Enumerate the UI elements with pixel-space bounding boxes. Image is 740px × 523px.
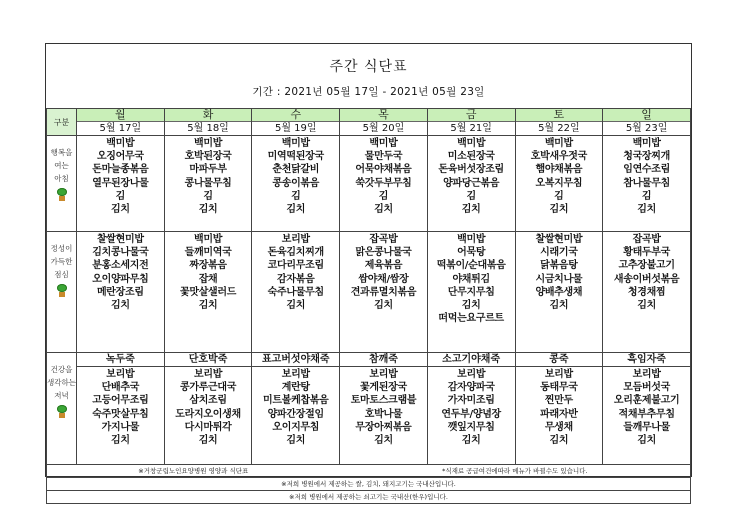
menu-item: 햄야채볶음 [535,164,583,176]
menu-item: 짜장볶음 [189,260,227,272]
menu-item: 미트볼케찹볶음 [262,395,329,407]
menu-cell [164,353,252,465]
menu-item: 어묵야채볶음 [355,164,412,176]
meal-label [47,136,77,232]
menu-cell [515,232,603,353]
menu-item: 들깨미역국 [184,247,232,259]
day-date: 5월 20일 [362,123,405,134]
menu-cell [77,353,165,465]
menu-item: 어묵탕 [457,247,486,259]
menu-item: 떠먹는요구르트 [438,313,504,325]
meal-label-line: 행복을 [50,148,73,157]
gubun-header: 구분 [47,109,77,136]
menu-item: 오복지무침 [535,177,583,189]
menu-item: 열무된장나물 [92,177,149,189]
menu-item: 김치 [549,300,569,312]
menu-item: 김치 [198,300,218,312]
day-name: 목 [340,109,427,122]
menu-item: 무생채 [544,421,573,433]
menu-item: 김치 [198,204,218,216]
meal-label-line: 여는 [54,161,69,170]
page-title: 주간 식단표 [329,59,408,75]
menu-item: 깻잎지무침 [447,421,495,433]
note-text: ※거창군립노인요양병원 영양과 식단표 [47,465,340,478]
meal-row [47,353,691,465]
menu-item: 닭볶음탕 [540,260,578,272]
menu-item: 백미밥 [544,138,573,149]
menu-cell [77,232,165,353]
header-row [47,109,691,136]
menu-item: 보리밥 [369,369,398,380]
note-text: ※저희 병원에서 제공하는 쇠고기는 국내산(한우)입니다. [47,491,691,504]
menu-item: 시금치나물 [535,273,583,285]
menu-item: 백미밥 [457,138,486,149]
menu-item: 김치 [286,435,306,447]
menu-item: 토마토스크램블 [350,395,417,407]
menu-item: 잡곡밥 [369,234,398,245]
potted-plant-icon [56,405,68,418]
menu-cell [427,353,515,465]
menu-item: 오이지무침 [272,421,320,433]
note-text: *식재료 공급여건에따라 메뉴가 바뀔수도 있습니다. [340,465,691,478]
menu-item: 청경채찜 [627,286,666,298]
day-date: 5월 21일 [450,123,492,134]
day-header [252,109,340,136]
menu-item: 돈육버섯장조림 [438,164,504,176]
day-name: 토 [516,109,603,122]
menu-item: 오리훈제불고기 [613,395,680,407]
menu-item: 잡채 [198,273,218,285]
day-name: 금 [428,109,515,122]
day-header [77,109,165,136]
menu-item: 숙주맛살무침 [92,408,149,420]
menu-item: 김치 [637,204,656,216]
porridge-item: 단호박죽 [165,353,252,367]
day-name: 일 [603,109,690,122]
menu-item: 양배추생채 [535,286,583,298]
menu-cell [252,136,340,232]
meal-label-line: 생각하는 [47,378,76,387]
menu-item: 단배추국 [101,382,140,394]
menu-item: 무장아찌볶음 [355,421,412,433]
menu-item: 마파두부 [189,164,227,176]
menu-item: 찰쌀현미밥 [535,234,583,245]
menu-item: 김치 [461,300,481,312]
meal-row [47,136,691,232]
menu-item: 야채튀김 [452,273,490,285]
period-text: 기간 : 2021년 05월 17일 - 2021년 05월 23일 [252,86,485,98]
menu-item: 보리밥 [457,369,486,380]
menu-item: 김치 [461,204,481,216]
menu-item: 미역떡된장국 [267,151,324,163]
day-name: 화 [165,109,252,122]
meal-row [47,232,691,353]
day-date: 5월 19일 [274,123,317,134]
menu-item: 물만두국 [364,151,403,163]
menu-item: 김 [378,190,389,202]
day-name: 월 [77,109,164,122]
menu-item: 백미밥 [194,138,223,149]
menu-item: 가지나물 [101,421,140,433]
menu-item: 콩가루근대국 [179,382,237,394]
menu-item: 김 [641,190,652,202]
menu-item: 호박된장국 [184,151,232,163]
menu-item: 감자볶음 [277,273,315,285]
menu-cell [427,232,515,353]
menu-item: 콩나물무침 [184,177,232,189]
menu-item: 들깨무나물 [623,421,671,433]
meal-label [47,232,77,353]
menu-item: 파래자반 [540,408,578,420]
menu-item: 꽃맛살샐러드 [179,286,237,298]
menu-cell [252,353,340,465]
day-header [427,109,515,136]
menu-item: 동태무국 [540,382,578,394]
menu-item: 임연수조림 [623,164,671,176]
menu-item: 고등어무조림 [92,395,149,407]
day-header [340,109,428,136]
menu-item: 숙주나물무침 [267,286,324,298]
menu-item: 김치 [637,300,656,312]
menu-item: 보리밥 [544,369,573,380]
menu-item: 콩송이볶음 [272,177,320,189]
menu-item: 도라지오이생채 [175,408,241,420]
menu-item: 보리밥 [194,369,223,380]
menu-item: 김치 [198,435,218,447]
menu-item: 보리밥 [106,369,135,380]
menu-cell [427,136,515,232]
menu-cell [340,232,428,353]
menu-item: 김 [554,190,564,202]
day-date: 5월 23일 [625,123,668,134]
menu-item: 김 [466,190,476,202]
menu-item: 시래기국 [540,247,578,259]
meal-label-line: 저녁 [54,391,69,400]
menu-item: 백미밥 [194,234,223,245]
menu-item: 적채부추무침 [618,408,675,420]
day-header [603,109,691,136]
menu-item: 코다리무조림 [267,260,324,272]
menu-item: 김치 [374,204,393,216]
menu-item: 돈육김치찌개 [267,247,324,259]
menu-item: 백미밥 [106,138,135,149]
meal-label-line: 점심 [54,270,69,279]
menu-item: 감자양파국 [447,382,495,394]
menu-item: 김 [291,190,301,202]
menu-item: 계란탕 [281,382,310,394]
meal-label-line: 아침 [54,174,69,183]
menu-item: 백미밥 [457,234,486,245]
menu-item: 제육볶음 [364,260,403,272]
menu-item: 떡볶이/순대볶음 [436,260,506,272]
menu-item: 고추장불고기 [618,260,675,272]
menu-item: 쌈야채/쌈장 [358,273,409,285]
note-row [47,465,691,478]
menu-item: 찰쌀현미밥 [96,234,144,245]
menu-item: 맑은콩나물국 [355,247,412,259]
porridge-item: 녹두죽 [77,353,164,367]
menu-item: 호박새우젓국 [530,151,587,163]
day-header [515,109,603,136]
menu-item: 미소된장국 [447,151,495,163]
potted-plant-icon [56,284,68,297]
menu-item: 쑥갓두부무침 [355,177,412,189]
menu-item: 백미밥 [632,138,661,149]
weekly-menu-table [46,108,691,504]
menu-item: 꽃게된장국 [360,382,407,394]
menu-item: 모듬버섯국 [623,382,671,394]
day-date: 5월 22일 [538,123,580,134]
menu-item: 김치 [286,300,306,312]
menu-item: 김치 [549,204,569,216]
menu-item: 새송이버섯볶음 [613,273,680,285]
menu-item: 돈마늘종볶음 [92,164,149,176]
menu-item: 삼치조림 [189,395,227,407]
menu-cell [164,136,252,232]
menu-item: 참나물무침 [623,177,671,189]
porridge-item: 소고기야채죽 [428,353,515,367]
menu-item: 백미밥 [281,138,310,149]
menu-item: 청국장찌개 [623,151,671,163]
menu-item: 김치 [110,435,130,447]
menu-cell [515,353,603,465]
meal-label-line: 가득한 [50,257,73,266]
menu-cell [603,136,691,232]
menu-item: 보리밥 [632,369,661,380]
menu-cell [340,136,428,232]
porridge-item: 표고버섯야채죽 [252,353,339,367]
menu-item: 김치 [374,435,393,447]
menu-cell [603,232,691,353]
menu-item: 찐만두 [544,395,573,407]
porridge-item: 참깨죽 [340,353,427,367]
menu-cell [340,353,428,465]
menu-cell [77,136,165,232]
potted-plant-icon [56,188,68,201]
menu-item: 황태두부국 [623,247,671,259]
meal-label-line: 정성이 [50,244,73,253]
meal-label-line: 건강을 [50,365,73,374]
menu-item: 보리밥 [281,369,310,380]
menu-item: 김 [203,190,213,202]
porridge-item: 흑임자죽 [603,353,690,367]
menu-frame [45,43,692,501]
menu-item: 견과류멸치볶음 [350,286,417,298]
menu-item: 단무지무침 [447,286,495,298]
note-row [47,478,691,491]
menu-item: 양파간장절임 [267,408,324,420]
menu-item: 오징어무국 [96,151,144,163]
menu-item: 김치콩나물국 [92,247,149,259]
menu-item: 연두부/양념장 [441,408,501,420]
porridge-item: 콩죽 [516,353,603,367]
menu-cell [252,232,340,353]
day-date: 5월 17일 [99,123,142,134]
menu-item: 김치 [637,435,656,447]
menu-cell [164,232,252,353]
menu-item: 잡곡밥 [632,234,661,245]
menu-item: 김치 [110,300,130,312]
note-row [47,491,691,504]
menu-item: 메란장조림 [96,286,144,298]
menu-cell [515,136,603,232]
menu-item: 백미밥 [369,138,398,149]
menu-item: 김치 [374,300,393,312]
menu-item: 춘천닭갈비 [272,164,320,176]
day-date: 5월 18일 [187,123,229,134]
menu-item: 김 [115,190,126,202]
menu-item: 보리밥 [281,234,310,245]
menu-item: 김치 [286,204,306,216]
menu-item: 김치 [461,435,481,447]
day-header [164,109,252,136]
note-text: ※저희 병원에서 제공하는 쌀, 김치, 돼지고기는 국내산입니다. [47,478,691,491]
menu-cell [603,353,691,465]
menu-item: 다시마튀각 [184,421,232,433]
menu-item: 양파당근볶음 [443,177,500,189]
menu-item: 오이양파무침 [92,273,149,285]
menu-item: 김치 [110,204,130,216]
menu-item: 김치 [549,435,569,447]
day-name: 수 [252,109,339,122]
meal-label [47,353,77,465]
menu-item: 분홍소세지전 [92,260,149,272]
menu-item: 가자미조림 [447,395,495,407]
menu-item: 호박나물 [364,408,403,420]
